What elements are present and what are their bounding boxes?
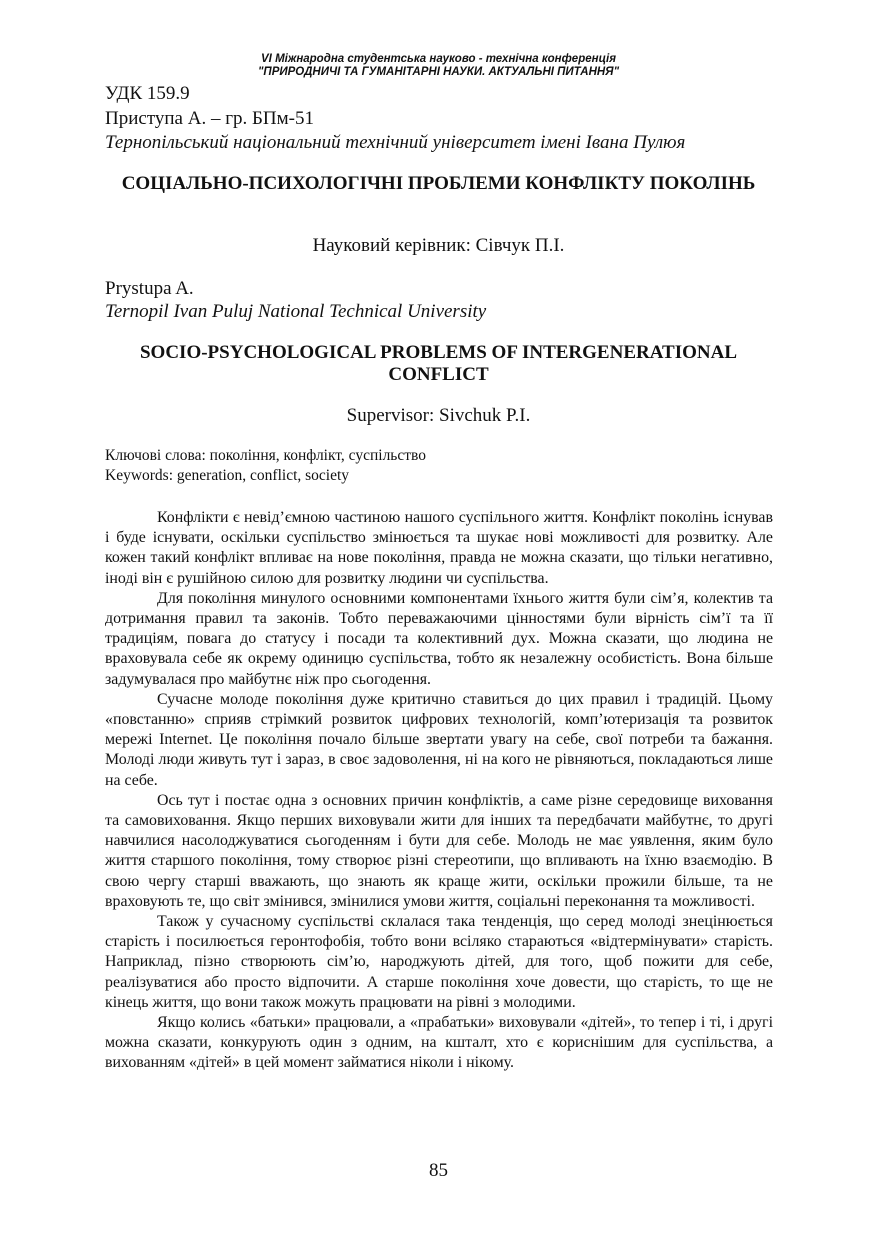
- title-uk: СОЦІАЛЬНО-ПСИХОЛОГІЧНІ ПРОБЛЕМИ КОНФЛІКТУ ПОКОЛІНЬ: [121, 173, 756, 194]
- affiliation-en: Ternopil Ivan Puluj National Technical University: [105, 301, 487, 322]
- paragraph: Якщо колись «батьки» працювали, а «прабатьки» виховували «дітей», то тепер і ті, і другі можна сказати, конкурують один з одним, на кшталт, хто є кориснішим для суспільства, а вихованням «дітей» в цей момент займатися ніколи і нікому.: [105, 1014, 773, 1072]
- paragraph: Сучасне молоде покоління дуже критично ставиться до цих правил і традицій. Цьому «повстанню» сприяв стрімкий розвиток цифрових технологій, комп’ютеризація та розвиток мережі Internet. Це покоління почало більше звертати увагу на себе, свої потреби та бажання. Молоді люди живуть тут і зараз, в своє задоволення, ні на кого не рівняються, покладаються лише на себе.: [105, 690, 773, 789]
- body-text: [105, 508, 773, 1074]
- title-en: SOCIO-PSYCHOLOGICAL PROBLEMS OF INTERGENERATIONAL CONFLICT: [139, 342, 737, 385]
- paragraph: Ось тут і постає одна з основних причин конфліктів, а саме різне середовище виховання та самовиховання. Якщо перших виховували жити для інших та передбачати майбутнє, то другі навчилися насолоджуватися сьогоденням і бути для себе. Молодь не має уявлення, яким було життя старшого покоління, тому створює різні стереотипи, що впливають на їхню взаємодію. В свою чергу старші вважають, що знають як краще жити, оскільки прожили більше, та не враховують те, що світ змінився, змінилися умови життя, соціальні переконання та можливості.: [105, 791, 773, 910]
- paragraph: Конфлікти є невід’ємною частиною нашого суспільного життя. Конфлікт поколінь існував і буде існувати, оскільки суспільство змінюється та шукає нові можливості для розвитку. Але кожен такий конфлікт впливає на нове покоління, правда не можна сказати, що тільки негативно, іноді він є рушійною силою для розвитку людини чи суспільства.: [105, 509, 773, 587]
- keywords-en: Keywords: generation, conflict, society: [105, 467, 350, 484]
- conference-header-line2: "ПРИРОДНИЧІ ТА ГУМАНІТАРНІ НАУКИ. АКТУАЛЬНІ ПИТАННЯ": [257, 66, 620, 78]
- supervisor-en: Supervisor: Sivchuk P.I.: [346, 405, 531, 426]
- affiliation-uk: Тернопільський національний технічний університет імені Івана Пулюя: [105, 132, 686, 153]
- paragraph: Для покоління минулого основними компонентами їхнього життя були сім’я, колектив та дотримання правил та законів. Тобто переважаючими цінностями були вірність сім’ї та її традиціям, повага до статусу і посади та колективний дух. Можна сказати, що людина не враховувала себе як окрему одиницю суспільства, тобто як незалежну особистість. Вона більше задумувалася про майбутнє ніж про сьогодення.: [105, 589, 773, 688]
- author-uk: Приступа А. – гр. БПм-51: [105, 108, 314, 129]
- supervisor-uk: Науковий керівник: Сівчук П.І.: [312, 235, 565, 256]
- conference-header-line1: VI Міжнародна студентська науково - технічна конференція: [261, 53, 616, 65]
- paragraph: Також у сучасному суспільстві склалася така тенденція, що серед молоді знецінюється старість і посилюється геронтофобія, тобто вони всіляко стараються «відтермінувати» старість. Наприклад, пізно створюють сім’ю, народжують дітей, для того, щоб пожити для себе, реалізуватися або просто відпочити. А старше покоління хоче довести, що старість, то ще не кінець життя, що вони також можуть працювати на рівні з молодими.: [105, 913, 773, 1011]
- page-number: 85: [429, 1160, 448, 1181]
- author-en: Prystupa A.: [105, 278, 194, 299]
- keywords-uk: Ключові слова: покоління, конфлікт, суспільство: [105, 447, 426, 464]
- udc-code: УДК 159.9: [105, 83, 190, 104]
